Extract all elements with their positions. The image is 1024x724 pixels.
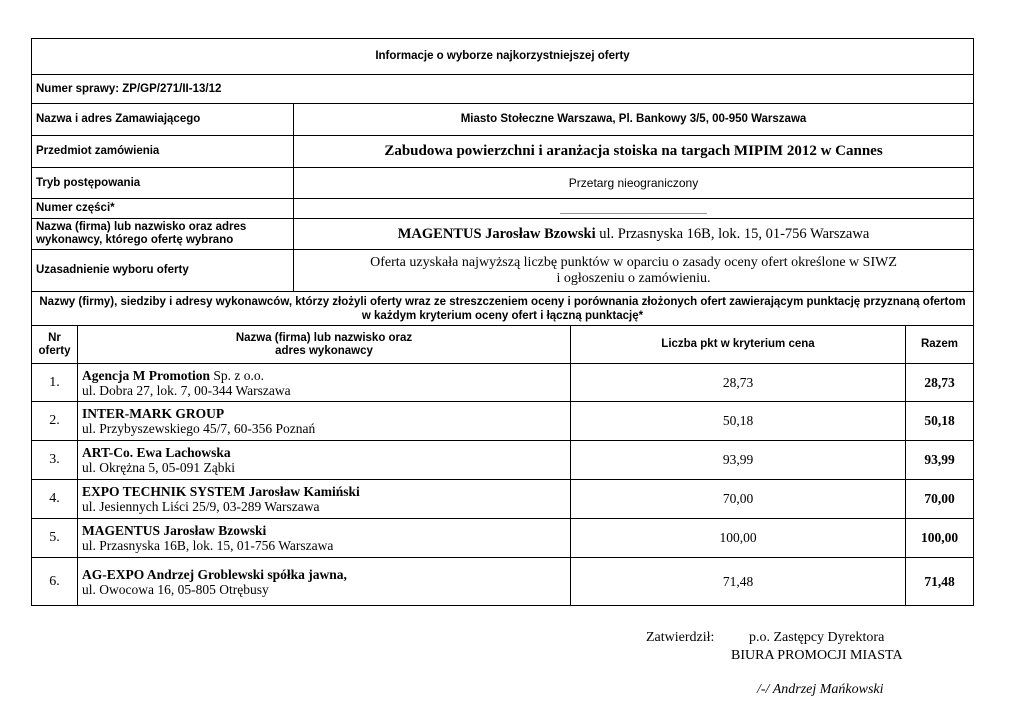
column-header-name-line-2: adres wykonawcy [275,344,373,357]
table-row [32,364,974,402]
approver-role-line-2: BIURA PROMOCJI MIASTA [731,648,903,663]
offer-contractor [78,519,571,558]
column-header-name-line-1: Nazwa (firma) lub nazwisko oraz [235,331,413,344]
selected-contractor-value [294,219,974,250]
offer-contractor [78,364,571,402]
offer-name: ART-Co. Ewa Lachowska [82,445,231,460]
offer-total: 28,73 [906,364,974,402]
offer-name: Agencja M Promotion [82,367,210,383]
ordering-party-value: Miasto Stołeczne Warszawa, Pl. Bankowy 3/5, 00-950 Warszawa [294,104,974,136]
offer-name: INTER-MARK GROUP [82,406,225,421]
justification-line-2: i ogłoszeniu o zamówieniu. [556,270,711,286]
offer-name: MAGENTUS Jarosław Bzowski [82,523,267,538]
offer-points: 70,00 [571,480,906,519]
offer-total: 100,00 [906,519,974,558]
offer-contractor [78,558,571,606]
procedure-label: Tryb postępowania [32,168,294,199]
justification-label: Uzasadnienie wyboru oferty [32,250,294,292]
selected-contractor-label: Nazwa (firma) lub nazwisko oraz adres wykonawcy, którego ofertę wybrano [32,219,294,250]
offer-name-suffix: Sp. z o.o. [209,367,264,383]
offer-contractor [78,480,571,519]
column-header-total: Razem [906,326,974,364]
offer-nr: 2. [32,402,78,441]
selected-contractor-address: ul. Przasnyska 16B, lok. 15, 01-756 Warszawa [595,225,870,242]
approved-label: Zatwierdził: [646,630,715,645]
offer-address: ul. Okrężna 5, 05-091 Ząbki [82,460,235,475]
offer-nr: 6. [32,558,78,606]
offer-points: 100,00 [571,519,906,558]
offer-address: ul. Owocowa 16, 05-805 Otrębusy [82,581,269,597]
offer-nr: 3. [32,441,78,480]
offer-points: 50,18 [571,402,906,441]
offers-section-header: Nazwy (firmy), siedziby i adresy wykonawców, którzy złożyli oferty wraz ze streszczeniem oceny i porównania złożonych ofert zawierającym punktację przyznaną ofertom w każdym kryterium oceny ofert i łączną punktację* [32,292,974,326]
table-row [32,402,974,441]
offer-nr: 1. [32,364,78,402]
offer-address: ul. Dobra 27, lok. 7, 00-344 Warszawa [82,382,291,398]
offer-address: ul. Jesiennych Liści 25/9, 03-289 Warszawa [82,499,320,514]
document-title: Informacje o wyborze najkorzystniejszej oferty [32,39,974,75]
case-number: Numer sprawy: ZP/GP/271/II-13/12 [32,75,974,104]
table-row [32,519,974,558]
table-row [32,558,974,606]
table-row [32,441,974,480]
offer-address: ul. Przasnyska 16B, lok. 15, 01-756 Warszawa [82,538,334,553]
offer-name: AG-EXPO Andrzej Groblewski spółka jawna, [82,566,347,582]
ordering-party-label: Nazwa i adres Zamawiającego [32,104,294,136]
approver-role-line-1: p.o. Zastępcy Dyrektora [749,630,885,645]
subject-value: Zabudowa powierzchni i aranżacja stoiska na targach MIPIM 2012 w Cannes [294,136,974,168]
offer-total: 93,99 [906,441,974,480]
offer-contractor [78,441,571,480]
selected-contractor-name: MAGENTUS Jarosław Bzowski [397,225,596,242]
part-number-label: Numer części* [32,199,294,219]
subject-label: Przedmiot zamówienia [32,136,294,168]
offer-selection-table [31,38,974,606]
column-header-name [78,326,571,364]
offer-points: 28,73 [571,364,906,402]
offer-total: 70,00 [906,480,974,519]
column-header-points: Liczba pkt w kryterium cena [571,326,906,364]
offer-nr: 4. [32,480,78,519]
table-row [32,480,974,519]
approver-signature: /-/ Andrzej Mańkowski [757,682,884,697]
offer-address: ul. Przybyszewskiego 45/7, 60-356 Poznań [82,421,316,436]
offer-total: 71,48 [906,558,974,606]
offer-nr: 5. [32,519,78,558]
offer-contractor [78,402,571,441]
offer-points: 93,99 [571,441,906,480]
offer-name: EXPO TECHNIK SYSTEM Jarosław Kamiński [82,484,360,499]
procedure-value: Przetarg nieograniczony [294,168,974,199]
offer-total: 50,18 [906,402,974,441]
justification-value [294,250,974,292]
offer-points: 71,48 [571,558,906,606]
justification-line-1: Oferta uzyskała najwyższą liczbę punktów w oparciu o zasady oceny ofert określone w SIWZ [370,254,897,270]
column-header-nr: Nr oferty [32,326,78,364]
part-number-value: ________________________ [294,199,974,219]
